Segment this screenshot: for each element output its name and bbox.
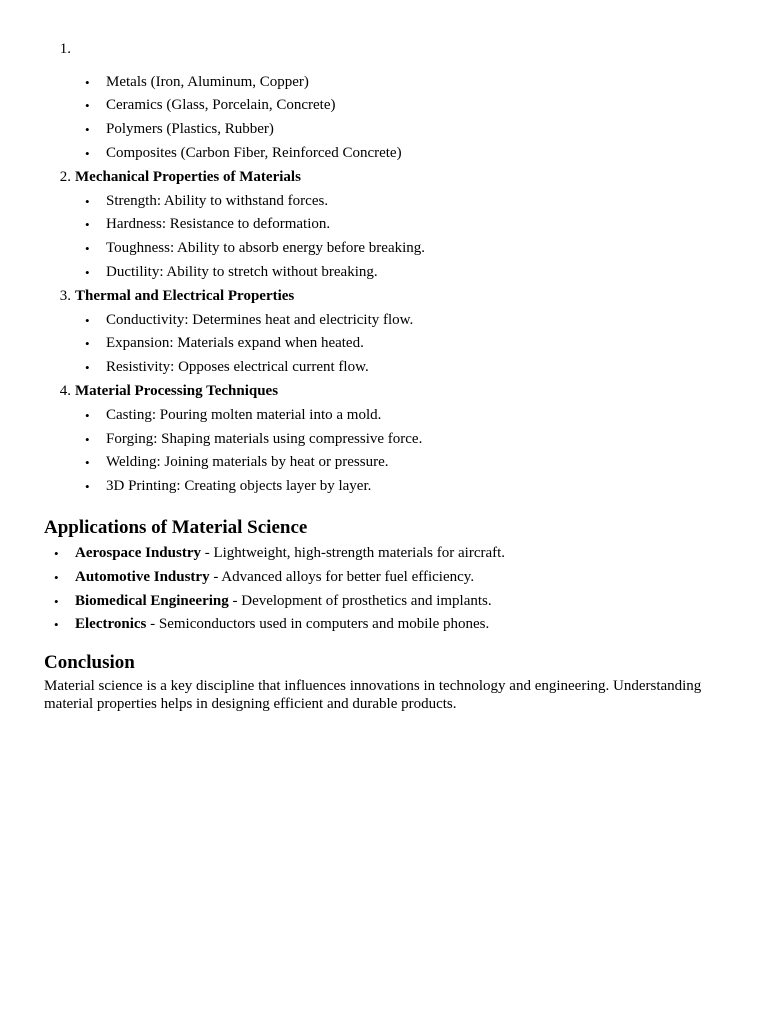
list-item: [85, 190, 724, 214]
topic-number: 2.: [59, 168, 71, 185]
application-description: - Development of prosthetics and implants.: [228, 592, 492, 609]
list-item-text: Composites (Carbon Fiber, Reinforced Concrete): [106, 144, 402, 161]
list-item: [85, 475, 724, 499]
list-item-text: 3D Printing: Creating objects layer by layer.: [106, 478, 372, 495]
bullet-icon: •: [85, 74, 90, 90]
bullet-icon: •: [54, 545, 59, 561]
bullet-icon: •: [54, 569, 59, 585]
topic-sublist: [75, 71, 724, 166]
conclusion-heading: Conclusion: [44, 652, 135, 674]
application-item: [54, 590, 724, 614]
list-item: [85, 71, 724, 95]
list-item: [85, 142, 724, 166]
bullet-icon: •: [85, 217, 90, 233]
topic-item: [59, 38, 724, 166]
topic-item: [59, 285, 724, 380]
application-name: Automotive Industry: [75, 568, 210, 585]
application-name: Biomedical Engineering: [75, 592, 229, 609]
bullet-icon: •: [85, 264, 90, 280]
application-name: Aerospace Industry: [75, 544, 201, 561]
bullet-icon: •: [85, 407, 90, 423]
applications-heading: Applications of Material Science: [44, 516, 308, 538]
topic-number: 4.: [59, 382, 71, 399]
list-item-text: Polymers (Plastics, Rubber): [106, 121, 274, 138]
list-item: [85, 451, 724, 475]
list-item: [85, 94, 724, 118]
application-description: - Lightweight, high-strength materials for aircraft.: [200, 544, 506, 561]
list-item-text: Expansion: Materials expand when heated.: [106, 335, 364, 352]
list-item-text: Hardness: Resistance to deformation.: [106, 216, 331, 233]
application-description: - Semiconductors used in computers and mobile phones.: [146, 616, 490, 633]
list-item: [85, 332, 724, 356]
topic-title: Material Processing Techniques: [75, 382, 279, 399]
application-item: [54, 566, 724, 590]
bullet-icon: •: [85, 312, 90, 328]
list-item-text: Ductility: Ability to stretch without breaking.: [106, 263, 378, 280]
list-item: [85, 356, 724, 380]
list-item-text: Toughness: Ability to absorb energy before breaking.: [106, 240, 426, 257]
topics-list: [44, 38, 724, 499]
bullet-icon: •: [85, 145, 90, 161]
list-item-text: Strength: Ability to withstand forces.: [106, 192, 329, 209]
list-item-text: Resistivity: Opposes electrical current flow.: [106, 359, 369, 376]
bullet-icon: •: [85, 241, 90, 257]
topic-number: 1.: [59, 41, 71, 57]
bullet-icon: •: [85, 98, 90, 114]
bullet-icon: •: [85, 479, 90, 495]
conclusion-paragraph: Material science is a key discipline that influences innovations in technology and engineering. Understanding material properties helps in designing efficient and durable products.: [44, 678, 702, 713]
applications-list: [44, 542, 724, 637]
list-item: [85, 213, 724, 237]
list-item-text: Metals (Iron, Aluminum, Copper): [106, 73, 309, 90]
topic-sublist: [75, 309, 724, 380]
application-name: Electronics: [75, 616, 147, 633]
list-item-text: Welding: Joining materials by heat or pressure.: [106, 454, 389, 471]
list-item-text: Forging: Shaping materials using compressive force.: [106, 430, 423, 447]
topic-sublist: [75, 190, 724, 285]
list-item: [85, 428, 724, 452]
bullet-icon: •: [54, 593, 59, 609]
list-item: [85, 118, 724, 142]
list-item-text: Ceramics (Glass, Porcelain, Concrete): [106, 97, 336, 114]
bullet-icon: •: [85, 455, 90, 471]
list-item: [85, 261, 724, 285]
application-description: - Advanced alloys for better fuel efficiency.: [209, 568, 475, 585]
bullet-icon: •: [85, 431, 90, 447]
list-item-text: Conductivity: Determines heat and electricity flow.: [106, 311, 414, 328]
bullet-icon: •: [54, 617, 59, 633]
application-item: [54, 613, 724, 637]
bullet-icon: •: [85, 193, 90, 209]
bullet-icon: •: [85, 360, 90, 376]
application-item: [54, 542, 724, 566]
bullet-icon: •: [85, 336, 90, 352]
list-item: [85, 309, 724, 333]
topic-number: 3.: [59, 287, 71, 304]
topic-item: [59, 380, 724, 499]
list-item: [85, 404, 724, 428]
topic-sublist: [75, 404, 724, 499]
list-item-text: Casting: Pouring molten material into a mold.: [106, 406, 382, 423]
topic-title: Mechanical Properties of Materials: [75, 168, 301, 185]
list-item: [85, 237, 724, 261]
topic-item: [59, 166, 724, 285]
bullet-icon: •: [85, 122, 90, 138]
topic-title: Thermal and Electrical Properties: [75, 287, 295, 304]
